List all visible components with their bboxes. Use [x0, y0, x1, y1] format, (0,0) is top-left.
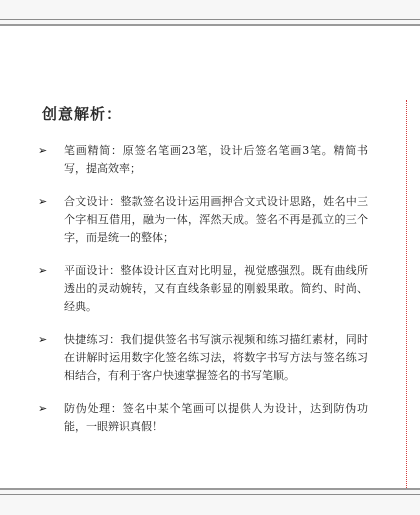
- list-item: [38, 193, 368, 247]
- header-rule-bottom: [0, 24, 420, 26]
- margin-dotted-line: [406, 100, 407, 490]
- header-band: [0, 0, 420, 26]
- analysis-list: [38, 142, 368, 451]
- arrow-bullet-icon: ➢: [38, 264, 48, 277]
- list-item-text: 平面设计：整体设计区直对比明显，视觉感强烈。既有曲线所透出的灵动婉转，又有直线条彰显的刚毅果敢。简约、时尚、经典。: [64, 264, 368, 313]
- footer-rule-top: [0, 488, 420, 490]
- list-item-text: 快捷练习：我们提供签名书写演示视频和练习描红素材，同时在讲解时运用数字化签名练习法，将数字书写方法与签名练习相结合，有利于客户快速掌握签名的书写笔顺。: [64, 333, 368, 382]
- list-item: [38, 262, 368, 316]
- footer-band: [0, 488, 420, 515]
- arrow-bullet-icon: ➢: [38, 333, 48, 346]
- arrow-bullet-icon: ➢: [38, 144, 48, 157]
- arrow-bullet-icon: ➢: [38, 195, 48, 208]
- list-item-text: 笔画精简：原签名笔画23笔，设计后签名笔画3笔。精简书写，提高效率；: [64, 144, 368, 175]
- footer-rule-bottom: [0, 494, 420, 495]
- list-item-text: 防伪处理：签名中某个笔画可以提供人为设计，达到防伪功能，一眼辨识真假！: [64, 402, 368, 433]
- list-item: [38, 400, 368, 436]
- arrow-bullet-icon: ➢: [38, 402, 48, 415]
- list-item: [38, 331, 368, 385]
- list-item-text: 合文设计：整款签名设计运用画押合文式设计思路，姓名中三个字相互借用，融为一体，浑然天成。签名不再是孤立的三个字，而是统一的整体；: [64, 195, 368, 244]
- header-rule-top: [0, 19, 420, 20]
- section-title: 创意解析：: [42, 105, 123, 123]
- list-item: [38, 142, 368, 178]
